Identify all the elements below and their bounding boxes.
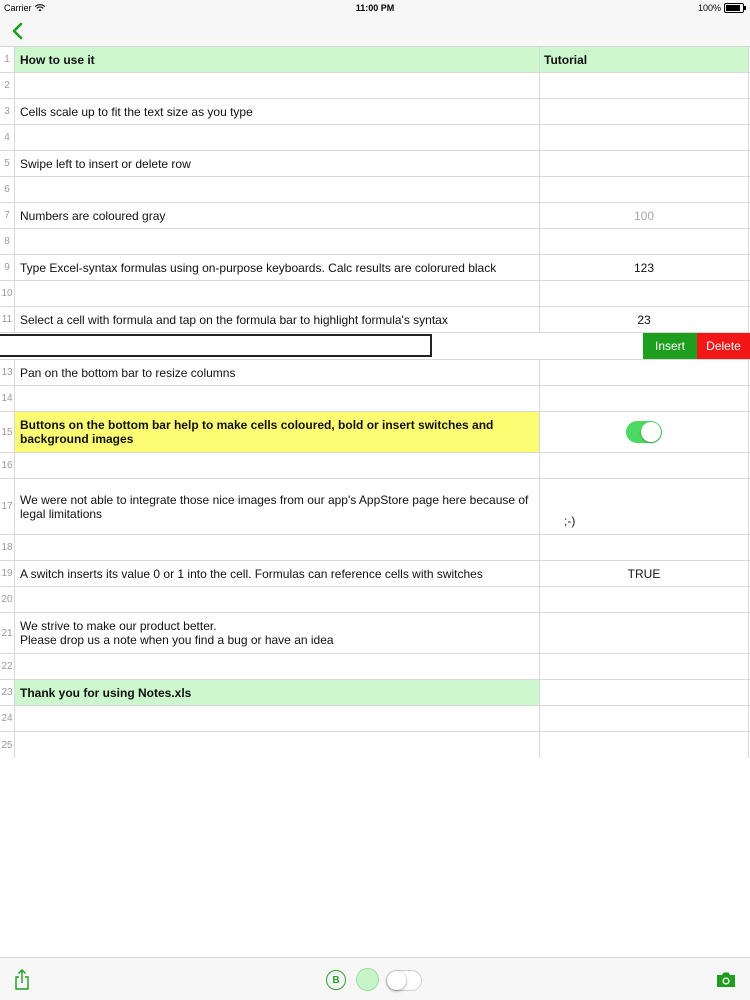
row-number: 13 — [0, 360, 15, 385]
row-number: 2 — [0, 73, 15, 98]
swiped-row — [0, 333, 750, 360]
row-number: 14 — [0, 386, 15, 411]
cell-a14[interactable] — [15, 386, 540, 411]
table-row — [0, 281, 750, 307]
table-row — [0, 360, 750, 386]
battery-area — [698, 3, 744, 13]
row-number: 10 — [0, 281, 15, 306]
table-row — [0, 453, 750, 479]
cell-a18[interactable] — [15, 535, 540, 560]
navigation-bar — [0, 16, 750, 47]
table-row — [0, 177, 750, 203]
battery-percent: 100% — [697, 3, 721, 13]
cell-b6[interactable] — [540, 177, 749, 202]
table-row — [0, 99, 750, 125]
cell-a9[interactable]: Type Excel-syntax formulas using on-purpose keyboards. Calc results are colorured black — [15, 255, 540, 280]
cell-a8[interactable] — [15, 229, 540, 254]
cell-a16[interactable] — [15, 453, 540, 478]
row-number: 8 — [0, 229, 15, 254]
row-number: 11 — [0, 307, 15, 332]
table-row — [0, 307, 750, 333]
row-number: 25 — [0, 732, 15, 758]
cell-b4[interactable] — [540, 125, 749, 150]
status-time: 11:00 PM — [355, 3, 395, 13]
cell-a3[interactable]: Cells scale up to fit the text size as you type — [15, 99, 540, 124]
row-number: 4 — [0, 125, 15, 150]
cell-a15[interactable]: Buttons on the bottom bar help to make cells coloured, bold or insert switches and background images — [15, 412, 540, 452]
share-button[interactable] — [13, 969, 31, 991]
insert-row-button[interactable]: Insert — [643, 333, 697, 359]
cell-a10[interactable] — [15, 281, 540, 306]
insert-switch-button[interactable] — [386, 970, 422, 991]
row-number: 5 — [0, 151, 15, 176]
table-row — [0, 412, 750, 453]
table-row — [0, 73, 750, 99]
cell-b17[interactable]: ;-) — [540, 479, 749, 534]
cell-b11[interactable]: 23 — [540, 307, 749, 332]
cell-a6[interactable] — [15, 177, 540, 202]
row-number: 23 — [0, 680, 15, 705]
share-icon — [16, 970, 28, 989]
row-number: 20 — [0, 587, 15, 612]
cell-b1[interactable]: Tutorial — [540, 47, 749, 72]
delete-row-button[interactable]: Delete — [697, 333, 750, 359]
carrier-label: Carrier — [4, 3, 32, 13]
cell-b21[interactable] — [540, 613, 749, 653]
cell-b5[interactable] — [540, 151, 749, 176]
table-row — [0, 706, 750, 732]
camera-icon — [717, 973, 735, 988]
cell-b18[interactable] — [540, 535, 749, 560]
row-number: 1 — [0, 47, 15, 72]
row-number: 22 — [0, 654, 15, 679]
row-number: 7 — [0, 203, 15, 228]
cell-b16[interactable] — [540, 453, 749, 478]
cell-a11[interactable]: Select a cell with formula and tap on the formula bar to highlight formula's syntax — [15, 307, 540, 332]
table-row — [0, 229, 750, 255]
row-number: 24 — [0, 706, 15, 731]
cell-b10[interactable] — [540, 281, 749, 306]
cell-a19[interactable]: A switch inserts its value 0 or 1 into the cell. Formulas can reference cells with switches — [15, 561, 540, 586]
bold-button[interactable]: B — [326, 970, 346, 990]
cell-b23[interactable] — [540, 680, 749, 705]
table-row — [0, 654, 750, 680]
row-number: 21 — [0, 613, 15, 653]
cell-b7[interactable]: 100 — [540, 203, 749, 228]
cell-switch-toggle[interactable] — [626, 421, 662, 443]
row-number: 3 — [0, 99, 15, 124]
cell-b22[interactable] — [540, 654, 749, 679]
table-row — [0, 255, 750, 281]
cell-a7[interactable]: Numbers are coloured gray — [15, 203, 540, 228]
cell-b24[interactable] — [540, 706, 749, 731]
cell-b15[interactable] — [540, 412, 749, 452]
cell-a5[interactable]: Swipe left to insert or delete row — [15, 151, 540, 176]
table-row — [0, 203, 750, 229]
table-row — [0, 561, 750, 587]
chevron-left-icon — [14, 24, 21, 38]
cell-b19[interactable]: TRUE — [540, 561, 749, 586]
cell-a2[interactable] — [15, 73, 540, 98]
cell-b2[interactable] — [540, 73, 749, 98]
cell-a24[interactable] — [15, 706, 540, 731]
table-row — [0, 613, 750, 654]
cell-b25[interactable] — [540, 732, 749, 758]
battery-icon — [724, 3, 744, 13]
row-number: 16 — [0, 453, 15, 478]
cell-a1[interactable]: How to use it — [15, 47, 540, 72]
background-image-button[interactable] — [716, 971, 736, 988]
cell-color-button[interactable] — [356, 968, 379, 991]
cell-a22[interactable] — [15, 654, 540, 679]
cell-a20[interactable] — [15, 587, 540, 612]
row-number: 18 — [0, 535, 15, 560]
cell-b3[interactable] — [540, 99, 749, 124]
row-number: 17 — [0, 479, 15, 534]
row-number: 6 — [0, 177, 15, 202]
table-row — [0, 535, 750, 561]
back-button[interactable] — [8, 20, 28, 42]
cell-a4[interactable] — [15, 125, 540, 150]
table-row — [0, 479, 750, 535]
row-12-cell-editor[interactable] — [0, 334, 432, 357]
row-number: 15 — [0, 412, 15, 452]
cell-b14[interactable] — [540, 386, 749, 411]
cell-a23[interactable]: Thank you for using Notes.xls — [15, 680, 540, 705]
cell-a17[interactable]: We were not able to integrate those nice images from our app's AppStore page here because of legal limitations — [15, 479, 540, 534]
table-row — [0, 732, 750, 758]
cell-a25[interactable] — [15, 732, 540, 758]
row-number: 19 — [0, 561, 15, 586]
cell-b9[interactable]: 123 — [540, 255, 749, 280]
cell-a21[interactable]: We strive to make our product better. Please drop us a note when you find a bug or have an idea — [15, 613, 540, 653]
cell-b13[interactable] — [540, 360, 749, 385]
table-row — [0, 386, 750, 412]
cell-b8[interactable] — [540, 229, 749, 254]
spreadsheet — [0, 47, 750, 758]
bottom-toolbar — [0, 957, 750, 1000]
table-row — [0, 587, 750, 613]
table-row — [0, 680, 750, 706]
table-row — [0, 125, 750, 151]
status-bar — [0, 0, 750, 16]
row-number: 9 — [0, 255, 15, 280]
cell-b20[interactable] — [540, 587, 749, 612]
table-row — [0, 47, 750, 73]
cell-a13[interactable]: Pan on the bottom bar to resize columns — [15, 360, 540, 385]
table-row — [0, 151, 750, 177]
